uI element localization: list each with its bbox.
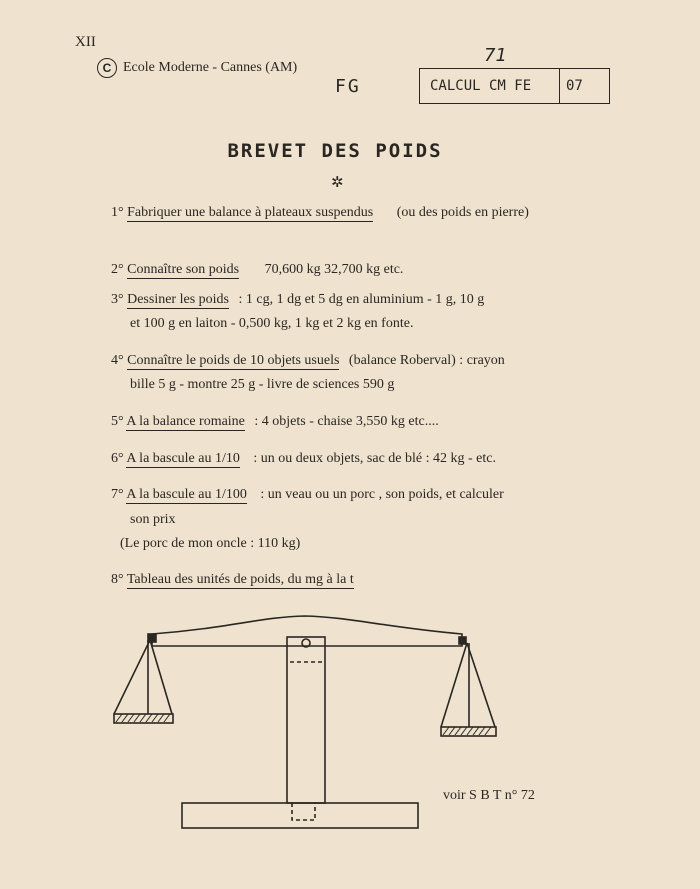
- item-heading: A la balance romaine: [126, 414, 245, 429]
- item-heading: A la bascule au 1/10: [126, 451, 240, 466]
- code-label: FG: [335, 76, 361, 97]
- item-text: : 4 objets - chaise 3,550 kg etc....: [254, 414, 439, 429]
- item-text-note: (Le porc de mon oncle : 110 kg): [120, 536, 301, 551]
- item-heading: Tableau des unités de poids, du mg à la t: [126, 572, 354, 587]
- item-heading: Connaître le poids de 10 objets usuels: [127, 353, 340, 368]
- item-text: : un ou deux objets, sac de blé : 42 kg - etc.: [253, 451, 496, 466]
- item-number: 4°: [111, 353, 124, 368]
- item-text-continued: et 100 g en laiton - 0,500 kg, 1 kg et 2 kg en fonte.: [130, 316, 414, 331]
- item-heading: Connaître son poids: [127, 262, 240, 277]
- publisher-name: Ecole Moderne - Cannes (AM): [123, 60, 298, 75]
- box-number: 07: [566, 78, 583, 94]
- page-title: BREVET DES POIDS: [227, 140, 443, 162]
- item-text: (ou des poids en pierre): [396, 205, 529, 220]
- scale-base: [182, 803, 418, 828]
- item-text: (balance Roberval) : crayon: [348, 353, 505, 368]
- box-label: CALCUL CM FE: [420, 69, 560, 103]
- item-text: : 1 cg, 1 dg et 5 dg en aluminium - 1 g, 10 g: [238, 292, 485, 307]
- item-number: 2°: [111, 262, 124, 277]
- beam-right-end: [459, 637, 466, 644]
- reference-note: voir S B T n° 72: [443, 788, 535, 803]
- item-number: 7°: [111, 487, 124, 502]
- item-number: 3°: [111, 292, 124, 307]
- item-number: 5°: [111, 414, 124, 429]
- item-number: 8°: [111, 572, 124, 587]
- star-ornament-icon: ✲: [331, 175, 344, 191]
- copyright-icon: C: [97, 58, 117, 78]
- item-text: : un veau ou un porc , son poids, et calculer: [260, 487, 504, 502]
- item-number: 6°: [111, 451, 124, 466]
- item-heading: A la bascule au 1/100: [126, 487, 247, 502]
- item-text-continued: son prix: [130, 512, 176, 527]
- item-text-continued: bille 5 g - montre 25 g - livre de sciences 590 g: [130, 377, 395, 392]
- item-number: 1°: [111, 205, 124, 220]
- item-heading: Fabriquer une balance à plateaux suspendus: [127, 205, 374, 220]
- item-heading: Dessiner les poids: [127, 292, 229, 307]
- page-number: XII: [75, 34, 96, 50]
- item-text: 70,600 kg 32,700 kg etc.: [264, 262, 404, 277]
- scale-beam: [152, 616, 462, 646]
- handwritten-number: 71: [484, 45, 507, 66]
